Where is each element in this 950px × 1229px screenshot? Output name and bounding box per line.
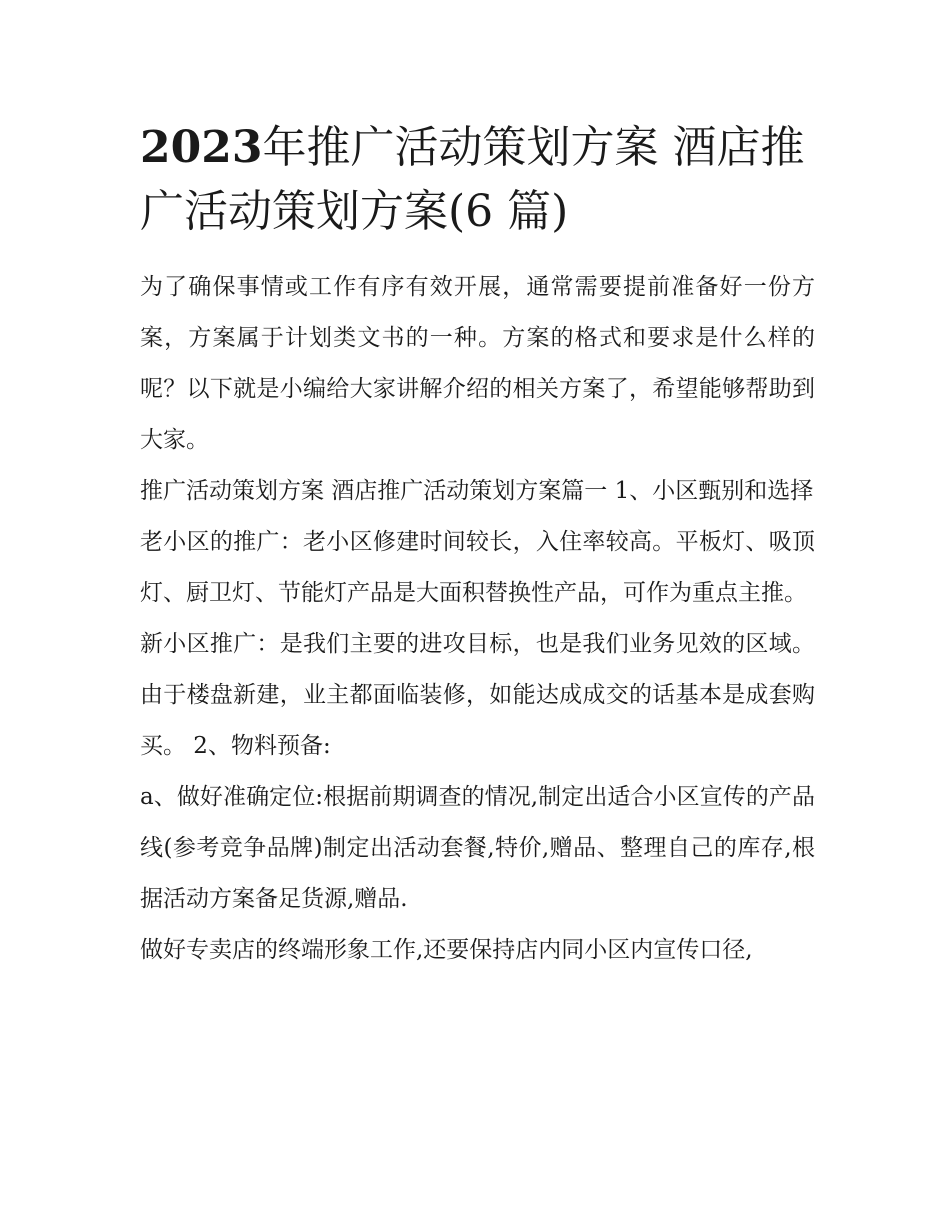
document-body — [140, 116, 815, 976]
document-title — [140, 116, 815, 244]
paragraph-new-community: 新小区推广：是我们主要的进攻目标，也是我们业务见效的区域。由于楼盘新建，业主都面临装修，如能达成成交的话基本是成套购买。 2、物料预备: — [140, 631, 815, 759]
paragraph-intro: 为了确保事情或工作有序有效开展，通常需要提前准备好一份方案，方案属于计划类文书的一种。方案的格式和要求是什么样的呢？以下就是小编给大家讲解介绍的相关方案了，希望能够帮助到大家。 — [140, 274, 815, 453]
paragraph-old-community: 老小区的推广：老小区修建时间较长，入住率较高。平板灯、吸顶灯、厨卫灯、节能灯产品是大面积替换性产品，可作为重点主推。 — [140, 529, 815, 606]
title-text: 年推广活动策划方案 酒店推广活动策划方案(6 篇) — [140, 122, 805, 237]
paragraph-store-image: 做好专卖店的终端形象工作,还要保持店内同小区内宣传口径, — [140, 937, 753, 963]
paragraph-positioning: a、做好准确定位:根据前期调查的情况,制定出适合小区宣传的产品线(参考竞争品牌)制定出活动套餐,特价,赠品、整理自己的库存,根据活动方案备足货源,赠品. — [140, 784, 815, 912]
title-year: 2023 — [140, 122, 263, 173]
paragraph-section-heading: 推广活动策划方案 酒店推广活动策划方案篇一 1、小区甄别和选择 — [140, 478, 814, 504]
